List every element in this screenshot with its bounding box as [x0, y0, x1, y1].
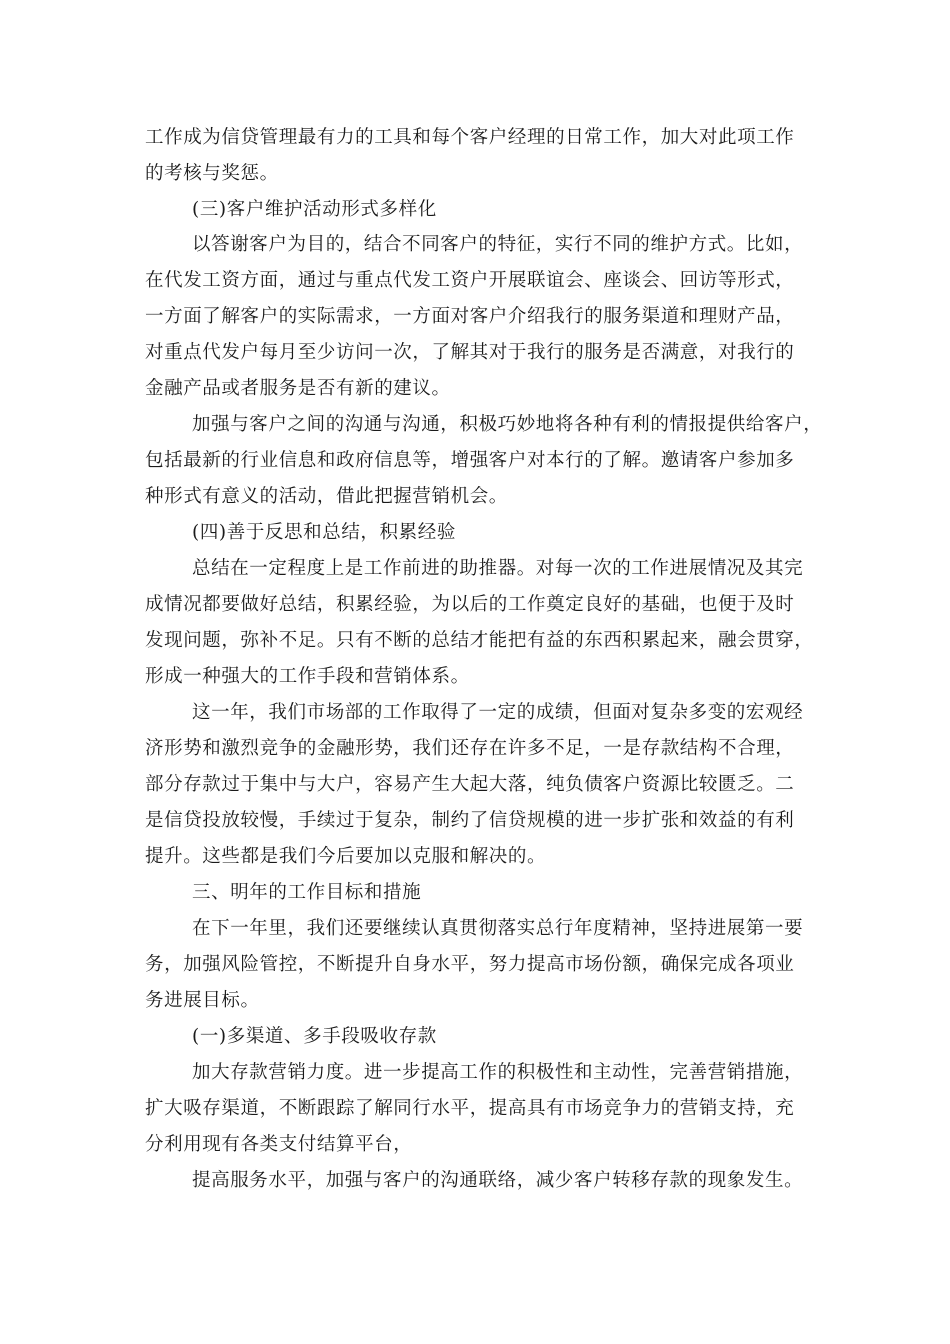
- text-line: 是信贷投放较慢，手续过于复杂，制约了信贷规模的进一步扩张和效益的有利: [145, 810, 795, 831]
- text-line: 总结在一定程度上是工作前进的助推器。对每一次的工作进展情况及其完: [192, 558, 804, 579]
- text-line: 一方面了解客户的实际需求，一方面对客户介绍我行的服务渠道和理财产品，: [145, 306, 795, 327]
- text-line: 金融产品或者服务是否有新的建议。: [145, 378, 451, 399]
- text-line: 分利用现有各类支付结算平台，: [145, 1134, 413, 1155]
- text-line: 扩大吸存渠道，不断跟踪了解同行水平，提高具有市场竞争力的营销支持，充: [145, 1098, 795, 1119]
- text-line: 这一年，我们市场部的工作取得了一定的成绩，但面对复杂多变的宏观经: [192, 702, 804, 723]
- text-line: 济形势和激烈竞争的金融形势，我们还存在许多不足，一是存款结构不合理，: [145, 738, 795, 759]
- section-heading: (一)多渠道、多手段吸收存款: [192, 1026, 437, 1047]
- text-line: 加强与客户之间的沟通与沟通，积极巧妙地将各种有利的情报提供给客户，: [192, 414, 823, 435]
- text-line: 提高服务水平，加强与客户的沟通联络，减少客户转移存款的现象发生。: [192, 1170, 804, 1191]
- text-line: 种形式有意义的活动，借此把握营销机会。: [145, 486, 508, 507]
- text-line: 成情况都要做好总结，积累经验，为以后的工作奠定良好的基础，也便于及时: [145, 594, 795, 615]
- text-line: 工作成为信贷管理最有力的工具和每个客户经理的日常工作，加大对此项工作: [145, 127, 795, 148]
- text-line: 部分存款过于集中与大户，容易产生大起大落，纯负债客户资源比较匮乏。二: [145, 774, 795, 795]
- text-line: 在下一年里，我们还要继续认真贯彻落实总行年度精神，坚持进展第一要: [192, 918, 804, 939]
- text-line: 加大存款营销力度。进一步提高工作的积极性和主动性，完善营销措施，: [192, 1062, 804, 1083]
- text-line: 对重点代发户每月至少访问一次，了解其对于我行的服务是否满意，对我行的: [145, 342, 795, 363]
- text-line: 以答谢客户为目的，结合不同客户的特征，实行不同的维护方式。比如，: [192, 234, 804, 255]
- section-heading: (三)客户维护活动形式多样化: [192, 199, 437, 220]
- text-line: 包括最新的行业信息和政府信息等，增强客户对本行的了解。邀请客户参加多: [145, 450, 795, 471]
- text-line: 形成一种强大的工作手段和营销体系。: [145, 666, 470, 687]
- section-heading: 三、明年的工作目标和措施: [192, 882, 422, 903]
- text-line: 在代发工资方面，通过与重点代发工资户开展联谊会、座谈会、回访等形式，: [145, 270, 795, 291]
- text-line: 务，加强风险管控，不断提升自身水平，努力提高市场份额，确保完成各项业: [145, 954, 795, 975]
- text-line: 的考核与奖惩。: [145, 163, 279, 184]
- text-line: 务进展目标。: [145, 990, 260, 1011]
- section-heading: (四)善于反思和总结，积累经验: [192, 522, 456, 543]
- text-line: 发现问题，弥补不足。只有不断的总结才能把有益的东西积累起来，融会贯穿，: [145, 630, 814, 651]
- text-line: 提升。这些都是我们今后要加以克服和解决的。: [145, 846, 547, 867]
